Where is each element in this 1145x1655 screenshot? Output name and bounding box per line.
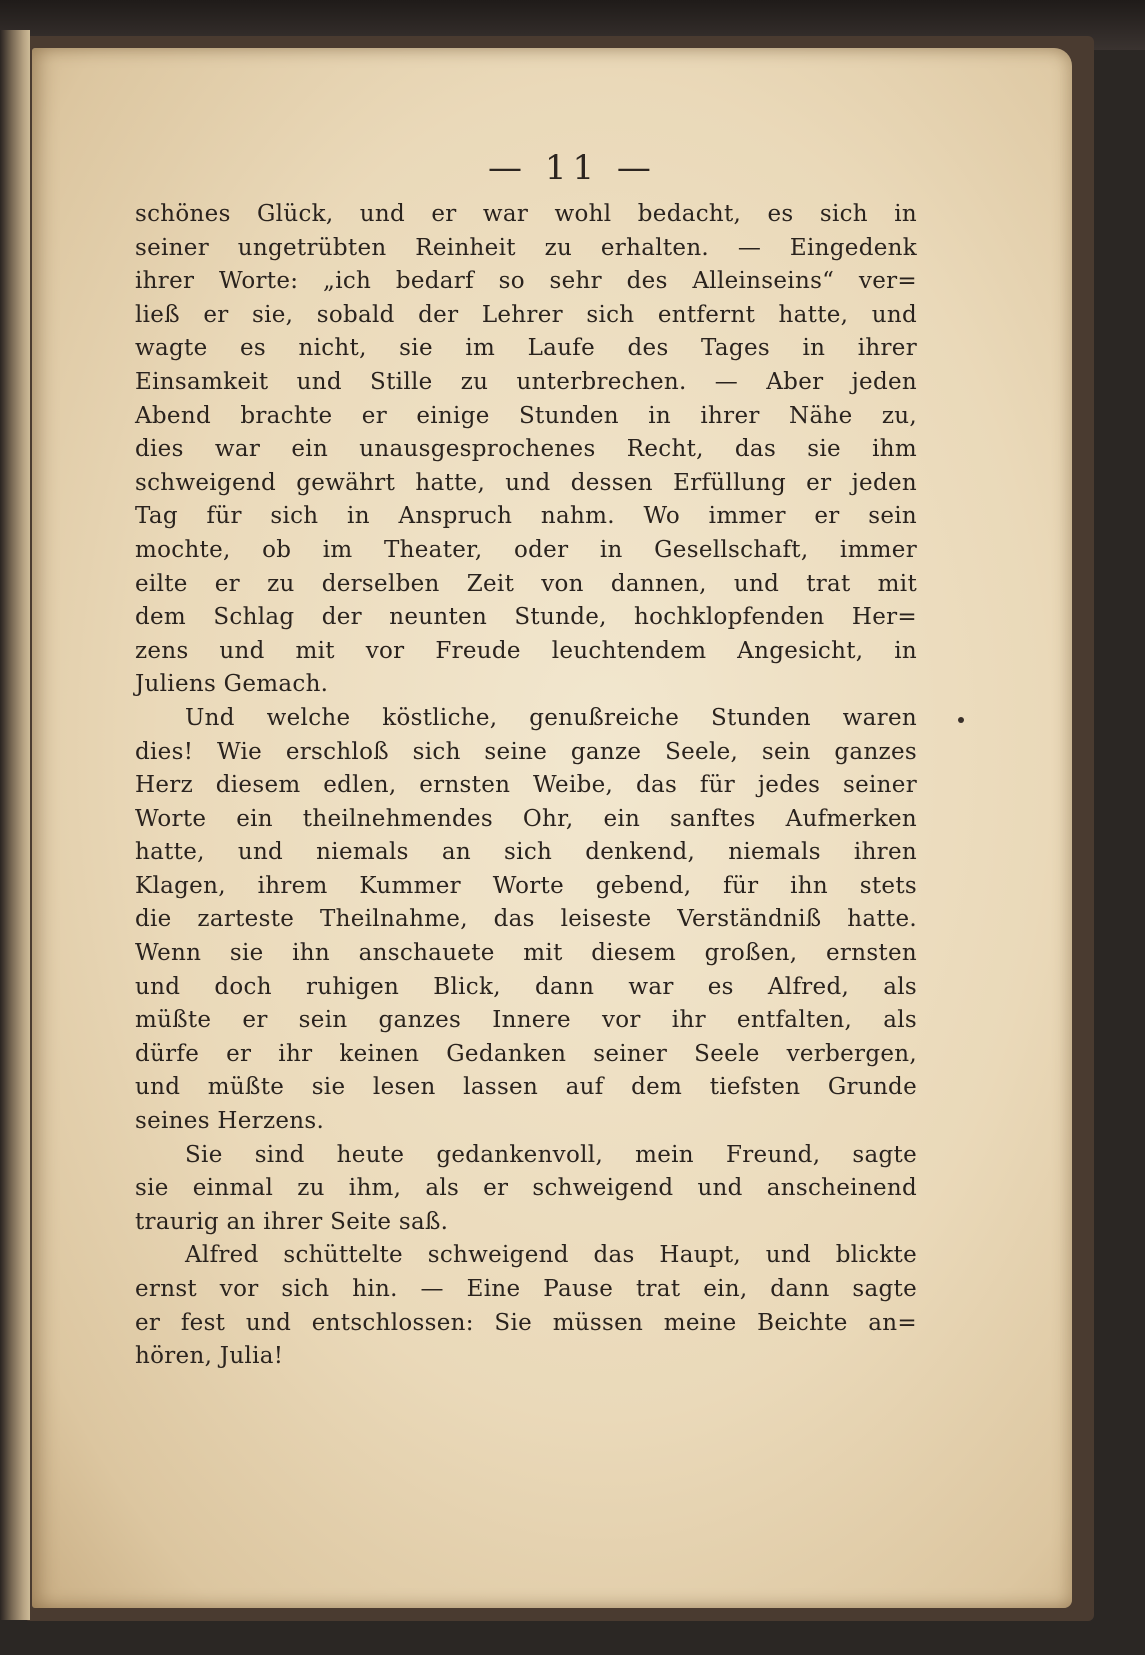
text-line: Alfred schüttelte schweigend das Haupt, und blickte	[185, 1242, 917, 1269]
ink-speck	[958, 717, 964, 723]
text-line: dies! Wie erschloß sich seine ganze Seele, sein ganzes	[135, 738, 917, 765]
text-line: Klagen, ihrem Kummer Worte gebend, für ihn stets	[135, 872, 917, 899]
text-line: schweigend gewährt hatte, und dessen Erfüllung er jeden	[135, 469, 917, 496]
text-line: traurig an ihrer Seite saß.	[135, 1208, 449, 1235]
text-line: schönes Glück, und er war wohl bedacht, es sich in	[135, 201, 917, 227]
text-line: und müßte sie lesen lassen auf dem tiefsten Grunde	[135, 1074, 917, 1101]
text-line: dies war ein unausgesprochenes Recht, das sie ihm	[135, 436, 917, 463]
page-number: — 11 —	[488, 148, 657, 188]
book-spine	[0, 30, 30, 1620]
text-line: Wenn sie ihn anschauete mit diesem großen, ernsten	[135, 940, 917, 967]
text-line: die zarteste Theilnahme, das leiseste Verständniß hatte.	[135, 906, 917, 933]
text-line: dürfe er ihr keinen Gedanken seiner Seele verbergen,	[135, 1040, 917, 1067]
text-line: Sie sind heute gedankenvoll, mein Freund, sagte	[185, 1141, 917, 1168]
body-text	[135, 198, 917, 1374]
text-line: seines Herzens.	[135, 1108, 325, 1135]
text-line: hören, Julia!	[135, 1343, 284, 1370]
text-line: ihrer Worte: „ich bedarf so sehr des Alleinseins“ ver=	[135, 268, 917, 295]
text-line: müßte er sein ganzes Innere vor ihr entfalten, als	[135, 1007, 917, 1034]
text-line: hatte, und niemals an sich denkend, niemals ihren	[135, 839, 917, 866]
text-line: mochte, ob im Theater, oder in Gesellschaft, immer	[135, 536, 917, 563]
text-line: sie einmal zu ihm, als er schweigend und anscheinend	[135, 1175, 917, 1202]
text-line: und doch ruhigen Blick, dann war es Alfred, als	[135, 973, 917, 1000]
text-line: Juliens Gemach.	[135, 671, 329, 698]
text-line: wagte es nicht, sie im Laufe des Tages in ihrer	[135, 335, 917, 362]
text-line: Herz diesem edlen, ernsten Weibe, das für jedes seiner	[135, 772, 917, 799]
text-line: eilte er zu derselben Zeit von dannen, und trat mit	[135, 570, 917, 597]
text-line: ließ er sie, sobald der Lehrer sich entfernt hatte, und	[135, 301, 917, 328]
text-line: er fest und entschlossen: Sie müssen meine Beichte an=	[135, 1309, 917, 1336]
text-line: Einsamkeit und Stille zu unterbrechen. — Aber jeden	[135, 368, 917, 395]
text-line: ernst vor sich hin. — Eine Pause trat ein, dann sagte	[135, 1276, 917, 1302]
text-line: Und welche köstliche, genußreiche Stunden waren	[185, 704, 917, 731]
text-line: zens und mit vor Freude leuchtendem Angesicht, in	[135, 637, 917, 664]
text-line: Tag für sich in Anspruch nahm. Wo immer er sein	[135, 503, 917, 530]
text-line: Abend brachte er einige Stunden in ihrer Nähe zu,	[135, 402, 917, 429]
text-line: Worte ein theilnehmendes Ohr, ein sanftes Aufmerken	[135, 805, 917, 832]
text-line: dem Schlag der neunten Stunde, hochklopfenden Her=	[135, 604, 917, 631]
text-line: seiner ungetrübten Reinheit zu erhalten. — Eingedenk	[135, 234, 917, 261]
